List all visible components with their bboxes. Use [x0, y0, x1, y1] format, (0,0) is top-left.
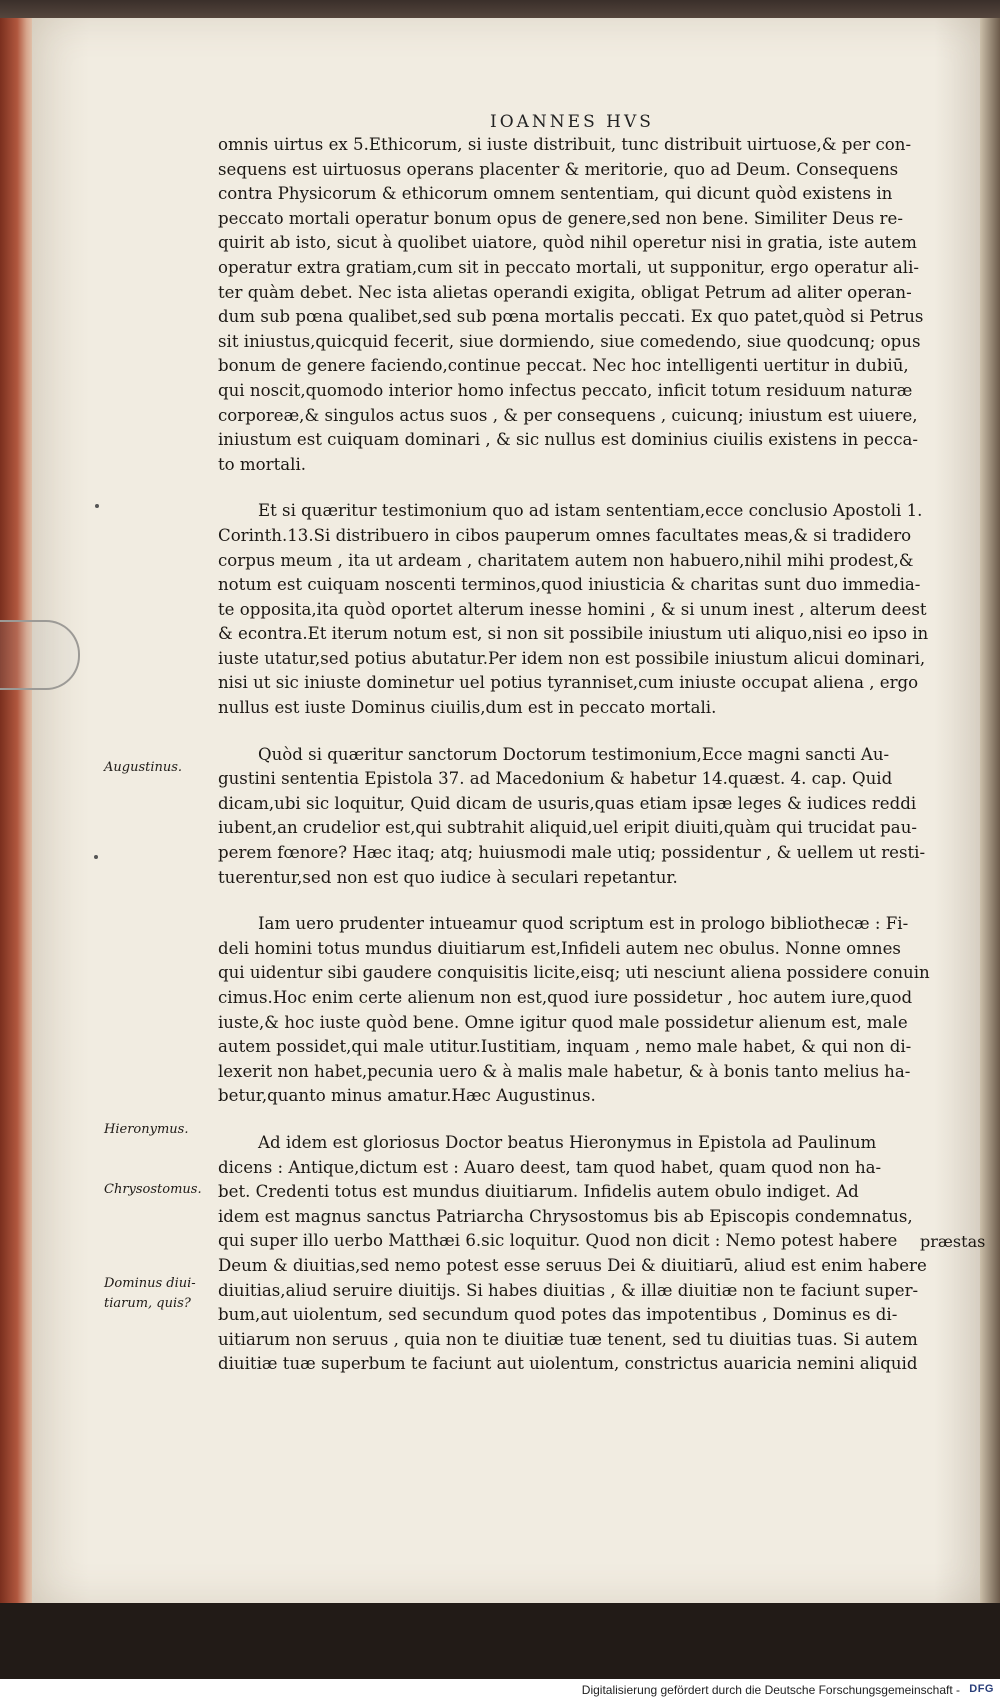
text-line: notum est cuiquam noscenti terminos,quod iniusticia & charitas sunt duo immedia-	[218, 575, 921, 595]
text-line: corporeæ,& singulos actus suos , & per consequens , cuicunq; iniustum est uiuere,	[218, 405, 918, 425]
marginal-note-dominus: Dominus diui-	[104, 1276, 196, 1291]
text-line: iniustum est cuiquam dominari , & sic nullus est dominius ciuilis existens in pecca-	[218, 430, 919, 450]
text-line: iubent,an crudelior est,qui subtrahit aliquid,uel eripit diuiti,quàm qui trucidat pau-	[218, 818, 917, 838]
text-line: nisi ut sic iniuste dominetur uel potius tyranniset,cum iniuste occupat aliena , ergo	[218, 673, 919, 693]
paragraph-5	[218, 1131, 970, 1377]
text-line: to mortali.	[218, 454, 307, 474]
text-line: te opposita,ita quòd oportet alterum inesse homini , & si unum inest , alterum deest	[218, 599, 927, 619]
marginal-note-hieronymus: Hieronymus.	[104, 1122, 189, 1137]
text-line: bet. Credenti totus est mundus diuitiarum. Infidelis autem obulo indiget. Ad	[218, 1182, 859, 1202]
text-line: iuste utatur,sed potius abutatur.Per idem non est possibile iniustum alicui dominari,	[218, 648, 926, 668]
text-line: dicam,ubi sic loquitur, Quid dicam de usuris,quas etiam ipsæ leges & iudices reddi	[218, 793, 917, 813]
text-line: bum,aut uiolentum, sed secundum quod potes das impotentibus , Dominus es di-	[218, 1305, 898, 1325]
text-line: & econtra.Et iterum notum est, si non sit possibile iniustum uti aliquo,nisi eo ipso in	[218, 624, 929, 644]
text-line: deli homini totus mundus diuitiarum est,Infideli autem nec obulus. Nonne omnes	[218, 938, 901, 958]
text-line: gustini sententia Epistola 37. ad Macedonium & habetur 14.quæst. 4. cap. Quid	[218, 769, 893, 789]
text-line: sequens est uirtuosus operans placenter & meritorie, quo ad Deum. Consequens	[218, 159, 899, 179]
paragraph-1	[218, 133, 970, 477]
paragraph-3	[218, 743, 970, 891]
scan-bottom-band	[0, 1603, 1000, 1679]
margin-mark	[95, 504, 99, 508]
main-text	[218, 133, 970, 1399]
text-line: sit iniustus,quicquid fecerit, siue dormiendo, siue comedendo, siue quodcunq; opus	[218, 331, 921, 351]
text-line: lexerit non habet,pecunia uero & à malis male habetur, & à bonis tanto melius ha-	[218, 1061, 911, 1081]
dfg-logo: DFG	[969, 1683, 994, 1695]
page-clip	[0, 620, 80, 690]
footer	[0, 1679, 1000, 1701]
footer-credit: Digitalisierung gefördert durch die Deutsche Forschungsgemeinschaft -	[581, 1683, 960, 1697]
text-line: omnis uirtus ex 5.Ethicorum, si iuste distribuit, tunc distribuit uirtuose,& per con-	[218, 135, 912, 154]
marginal-note-dominus-cont: tiarum, quis?	[104, 1296, 191, 1311]
text-line: tuerentur,sed non est quo iudice à seculari repetantur.	[218, 867, 678, 887]
text-line: quirit ab isto, sicut à quolibet uiatore, quòd nihil operetur nisi in gratia, iste autem	[218, 233, 917, 253]
text-line: nullus est iuste Dominus ciuilis,dum est in peccato mortali.	[218, 698, 717, 718]
text-line: Quòd si quæritur sanctorum Doctorum testimonium,Ecce magni sancti Au-	[258, 744, 890, 764]
text-line: Iam uero prudenter intueamur quod scriptum est in prologo bibliothecæ : Fi-	[258, 914, 909, 934]
text-line: dicens : Antique,dictum est : Auaro deest, tam quod habet, quam quod non ha-	[218, 1157, 882, 1177]
text-line: perem fœnore? Hæc itaq; atq; huiusmodi male utiq; possidentur , & uellem ut resti-	[218, 843, 926, 863]
paragraph-2	[218, 499, 970, 720]
text-line: iuste,& hoc iuste quòd bene. Omne igitur quod male possidetur alienum est, male	[218, 1012, 908, 1032]
marginal-note-augustinus: Augustinus.	[104, 760, 183, 775]
paragraph-4	[218, 912, 970, 1109]
text-line: Ad idem est gloriosus Doctor beatus Hieronymus in Epistola ad Paulinum	[258, 1132, 877, 1152]
text-line: corpus meum , ita ut ardeam , charitatem autem non habuero,nihil mihi prodest,&	[218, 550, 914, 570]
text-line: qui uidentur sibi gaudere conquisitis licite,eisq; uti nesciunt aliena possidere conuin	[218, 963, 930, 983]
text-line: contra Physicorum & ethicorum omnem sententiam, qui dicunt quòd existens in	[218, 184, 893, 204]
text-line: uitiarum non seruus , quia non te diuitiæ tuæ tenent, sed tu diuitias tuas. Si autem	[218, 1329, 918, 1349]
text-line: betur,quanto minus amatur.Hæc Augustinus.	[218, 1086, 596, 1106]
running-head: IOANNES HVS	[490, 112, 654, 132]
text-line: Et si quæritur testimonium quo ad istam sententiam,ecce conclusio Apostoli 1.	[258, 501, 923, 521]
text-line: Corinth.13.Si distribuero in cibos pauperum omnes facultates meas,& si tradidero	[218, 525, 912, 545]
text-line: operatur extra gratiam,cum sit in peccato mortali, ut supponitur, ergo operatur ali-	[218, 257, 920, 277]
text-line: ter quàm debet. Nec ista alietas operandi exigita, obligat Petrum ad aliter operan-	[218, 282, 912, 302]
text-line: Deum & diuitias,sed nemo potest esse seruus Dei & diuitiarū, aliud est enim habere	[218, 1255, 927, 1275]
text-line: dum sub pœna qualibet,sed sub pœna mortalis peccati. Ex quo patet,quòd si Petrus	[218, 307, 924, 327]
text-line: qui super illo uerbo Matthæi 6.sic loquitur. Quod non dicit : Nemo potest habere	[218, 1231, 898, 1251]
catchword: præstas	[920, 1232, 986, 1251]
text-line: cimus.Hoc enim certe alienum non est,quod iure possidetur , hoc autem iure,quod	[218, 988, 913, 1007]
text-line: diuitias,aliud seruire diuitijs. Si habes diuitias , & illæ diuitiæ non te faciunt super-	[218, 1280, 919, 1300]
text-line: bonum de genere faciendo,continue peccat. Nec hoc intelligenti uertitur in dubiū,	[218, 356, 909, 376]
text-line: autem possidet,qui male utitur.Iustitiam, inquam , nemo male habet, & qui non di-	[218, 1037, 912, 1057]
text-line: qui noscit,quomodo interior homo infectus peccato, inficit totum residuum naturæ	[218, 380, 913, 400]
margin-mark	[94, 855, 98, 859]
text-line: diuitiæ tuæ superbum te faciunt aut uiolentum, constrictus auaricia nemini aliquid	[218, 1354, 918, 1374]
text-line: peccato mortali operatur bonum opus de genere,sed non bene. Similiter Deus re-	[218, 208, 903, 228]
book-gutter	[980, 18, 1000, 1603]
text-line: idem est magnus sanctus Patriarcha Chrysostomus bis ab Episcopis condemnatus,	[218, 1206, 913, 1226]
marginal-note-chrysostomus: Chrysostomus.	[104, 1182, 202, 1197]
